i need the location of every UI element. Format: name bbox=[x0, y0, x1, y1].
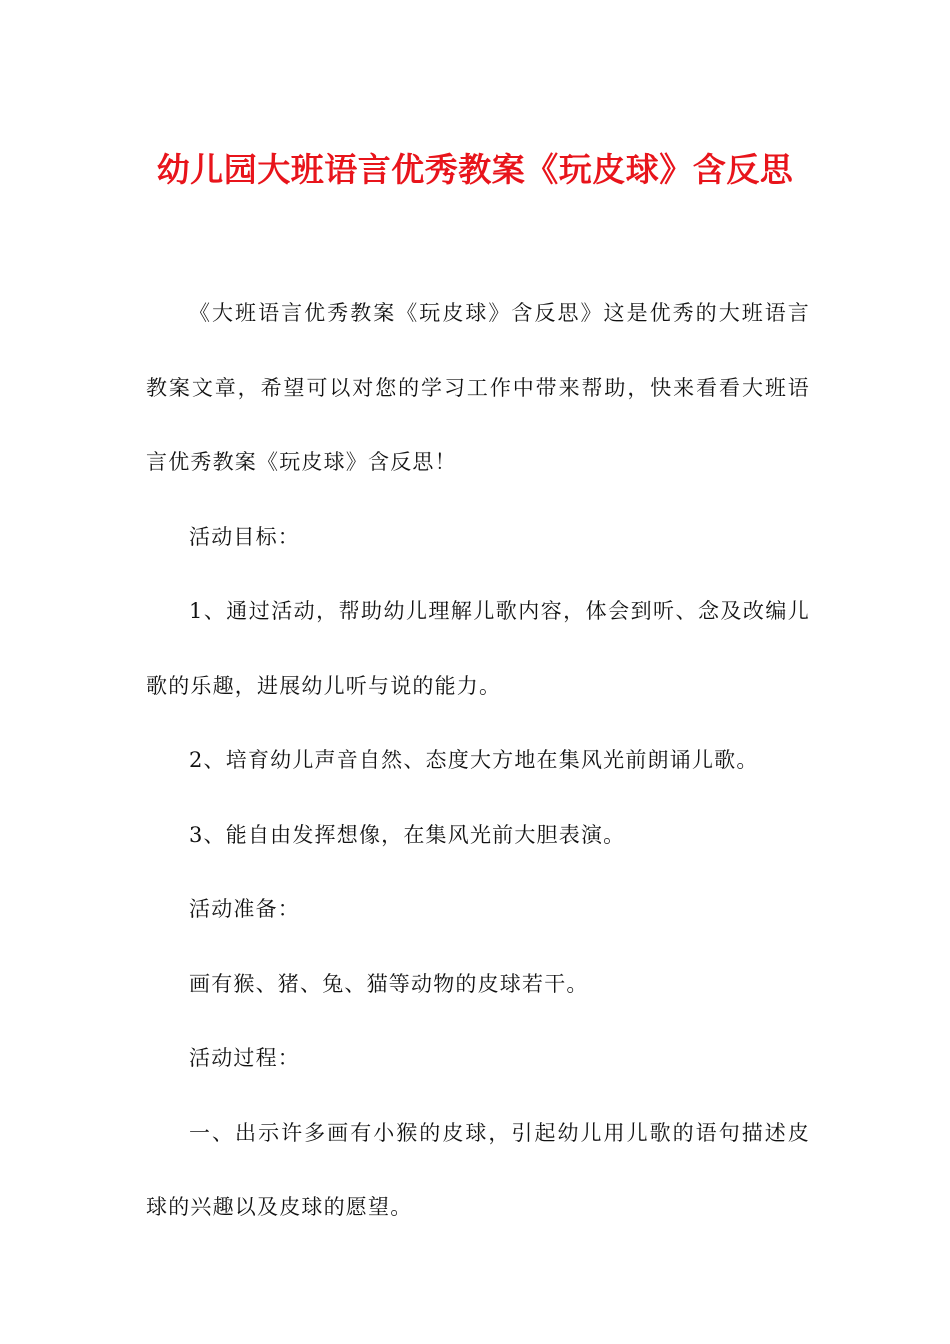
goal-item-3: 3、能自由发挥想像，在集风光前大胆表演。 bbox=[189, 822, 626, 847]
process-step-1: 一、出示许多画有小猴的皮球，引起幼儿用儿歌的语句描述皮球的兴趣以及皮球的愿望。 bbox=[146, 1120, 810, 1219]
document-title: 幼儿园大班语言优秀教案《玩皮球》含反思 bbox=[156, 150, 794, 189]
document-body bbox=[146, 276, 810, 1245]
goal-item-2: 2、培育幼儿声音自然、态度大方地在集风光前朗诵儿歌。 bbox=[189, 748, 759, 772]
intro-paragraph: 《大班语言优秀教案《玩皮球》含反思》这是优秀的大班语言教案文章，希望可以对您的学习工作中带来帮助，快来看看大班语言优秀教案《玩皮球》含反思！ bbox=[146, 301, 810, 474]
section-heading-goals: 活动目标： bbox=[189, 524, 300, 549]
preparation-paragraph: 画有猴、猪、兔、猫等动物的皮球若干。 bbox=[189, 971, 589, 996]
goal-item-1: 1、通过活动，帮助幼儿理解儿歌内容，体会到听、念及改编儿歌的乐趣，进展幼儿听与说的能力。 bbox=[146, 599, 810, 698]
section-heading-process: 活动过程： bbox=[189, 1046, 300, 1070]
section-heading-preparation: 活动准备： bbox=[189, 897, 300, 921]
